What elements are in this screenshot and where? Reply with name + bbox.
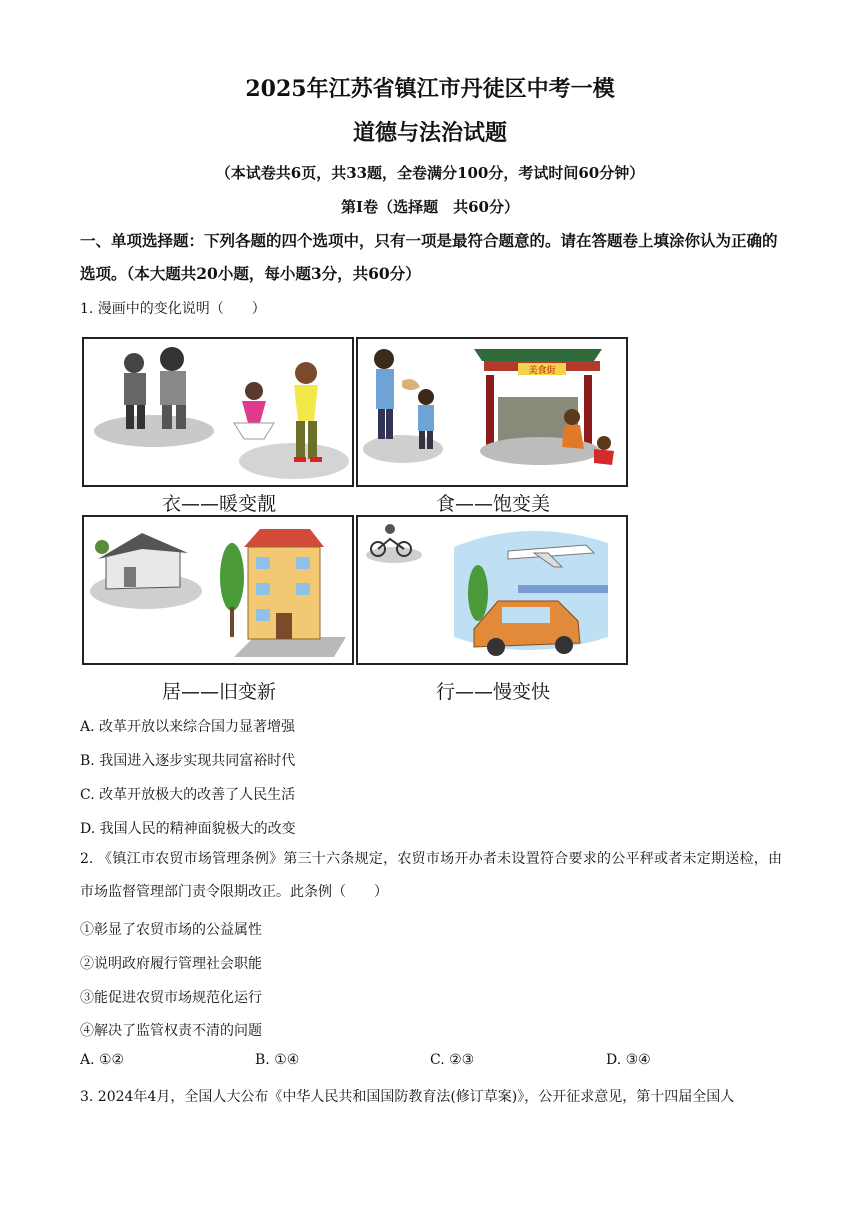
- clothing-illustration: [84, 339, 352, 485]
- caption-clothing: 衣——暖变靓: [162, 493, 277, 515]
- q2-item-1: ①彰显了农贸市场的公益属性: [80, 922, 262, 938]
- caption-food: 食——饱变美: [436, 493, 551, 515]
- caption-transport: 行——慢变快: [436, 681, 551, 703]
- q2-item-4: ④解决了监管权责不清的问题: [80, 1023, 262, 1039]
- q2-option-b: B. ①④: [255, 1052, 300, 1068]
- exam-subtitle: 道德与法治试题: [352, 120, 507, 146]
- exam-note: （本试卷共6页，共33题，全卷满分100分，考试时间60分钟）: [215, 164, 645, 182]
- q1-option-b: B. 我国进入逐步实现共同富裕时代: [80, 753, 296, 769]
- housing-illustration: [84, 517, 352, 663]
- comic-panel-housing: [82, 515, 354, 665]
- exam-title: 2025年江苏省镇江市丹徒区中考一模: [245, 76, 615, 102]
- q2-item-2: ②说明政府履行管理社会职能: [80, 956, 262, 972]
- comic-panel-food: [356, 337, 628, 487]
- transport-illustration: [358, 517, 626, 663]
- section-instruction: 一、单项选择题：下列各题的四个选项中，只有一项是最符合题意的。请在答题卷上填涂你认为正确的选项。（本大题共20小题，每小题3分，共60分）: [80, 231, 778, 283]
- q1-stem: 1. 漫画中的变化说明（ ）: [80, 301, 266, 317]
- q3-stem: 3. 2024年4月，全国人大公布《中华人民共和国国防教育法(修订草案)》，公开征求意见，第十四届全国人: [80, 1089, 735, 1105]
- food-illustration: [358, 339, 626, 485]
- part-heading: 第Ⅰ卷（选择题 共60分）: [341, 198, 519, 216]
- q2-option-d: D. ③④: [606, 1052, 651, 1068]
- caption-housing: 居——旧变新: [162, 681, 277, 703]
- comic-panel-transport: [356, 515, 628, 665]
- q2-options: [80, 1052, 780, 1074]
- food-street-sign-text: 美食街: [528, 366, 556, 376]
- q1-option-c: C. 改革开放极大的改善了人民生活: [80, 787, 296, 803]
- comic-panel-clothing: [82, 337, 354, 487]
- q2-option-c: C. ②③: [430, 1052, 475, 1068]
- q1-option-d: D. 我国人民的精神面貌极大的改变: [80, 821, 296, 837]
- q2-item-3: ③能促进农贸市场规范化运行: [80, 990, 262, 1006]
- q2-option-a: A. ①②: [80, 1052, 125, 1068]
- q2-stem: 2. 《镇江市农贸市场管理条例》第三十六条规定，农贸市场开办者未设置符合要求的公平秤或者未定期送检，由市场监督管理部门责令限期改正。此条例（ ）: [80, 851, 782, 900]
- q1-option-a: A. 改革开放以来综合国力显著增强: [80, 719, 296, 735]
